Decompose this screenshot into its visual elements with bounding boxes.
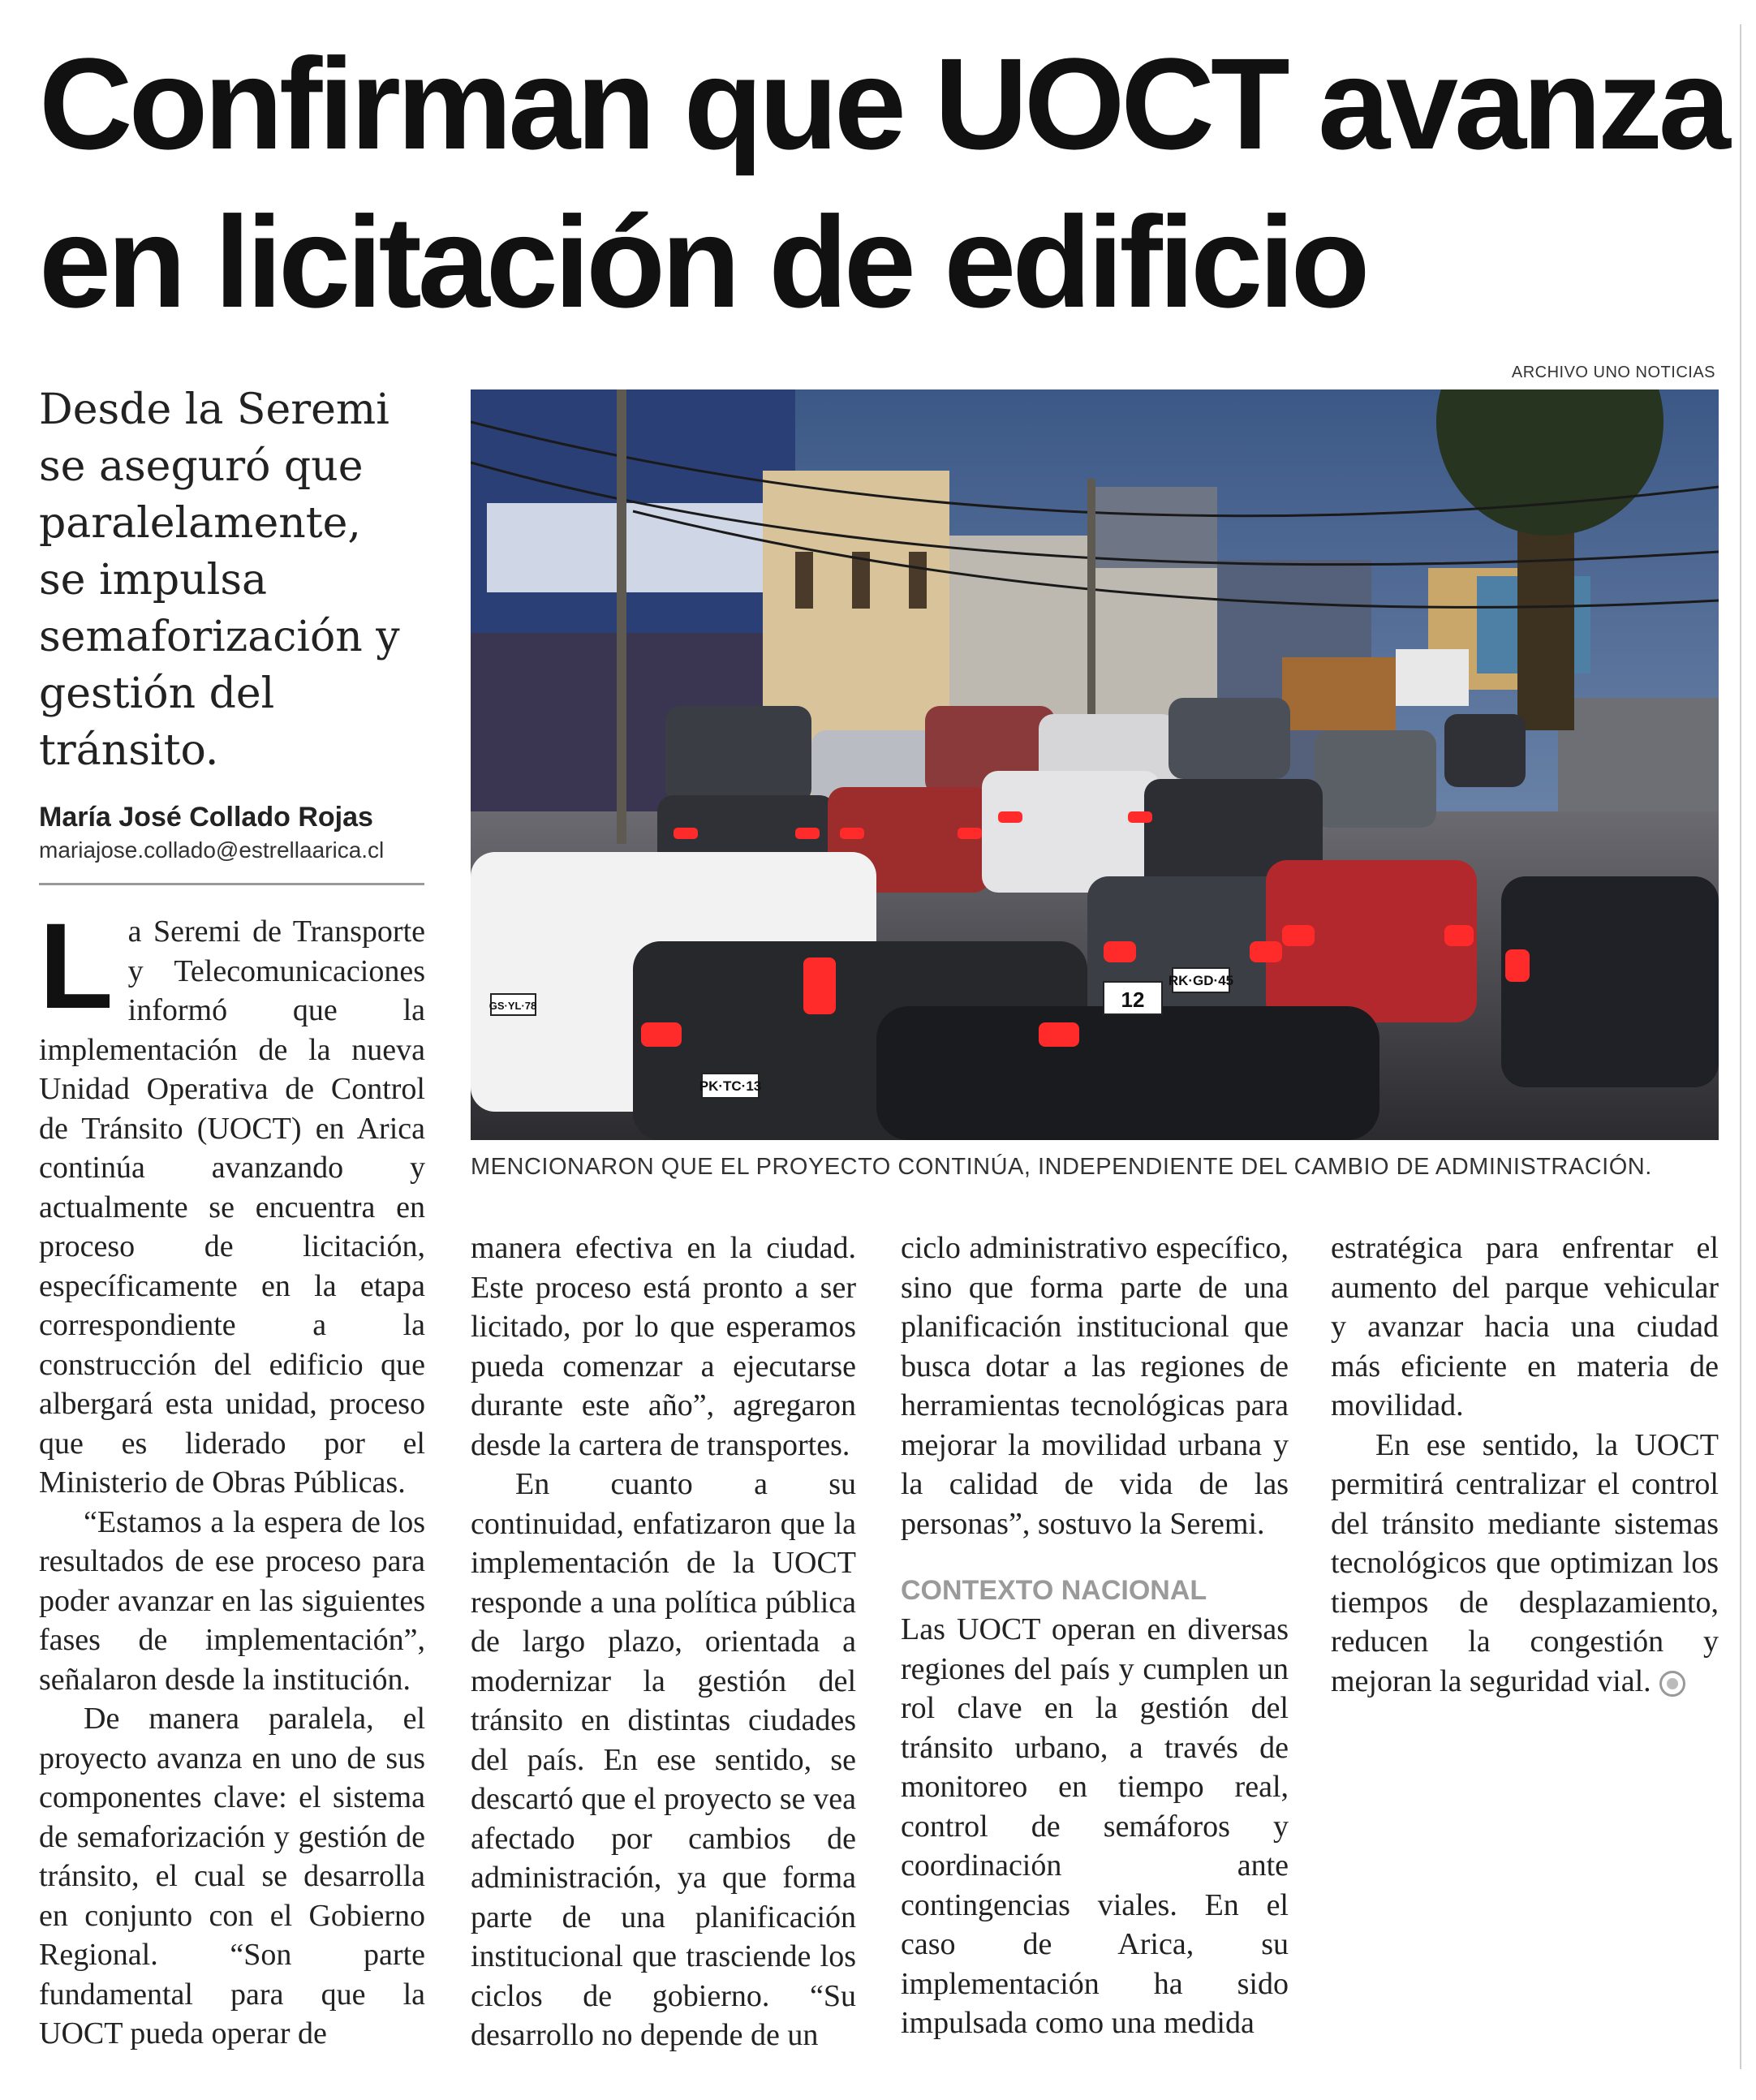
article-column-2 <box>471 1229 856 2055</box>
deck-line: gestión del <box>39 669 275 718</box>
section-subhead: CONTEXTO NACIONAL <box>901 1575 1207 1606</box>
article-paragraph-continued: manera efectiva en la ciudad. Este proceso está pronto a ser licitado, por lo que esperamos pueda comenzar a ejecutarse durante este año”, agregaron desde la cartera de transportes. <box>471 1231 856 1462</box>
article-column-1 <box>39 897 425 2054</box>
headline <box>39 24 1743 341</box>
article-paragraph-continued: ciclo administrativo específico, sino que forma parte de una planificación institucional que busca dotar a las regiones de herramientas tecnológicas para mejorar la movilidad urbana y la calidad de vida de las personas”, sostuvo la Seremi. <box>901 1231 1289 1541</box>
license-plate: PK·TC·13 <box>699 1078 762 1094</box>
article-paragraph: En cuanto a su continuidad, enfatizaron que la implementación de la UOCT responde a una política pública de largo plazo, orientada a modernizar la gestión del tránsito en distintas ciudades del país. En ese sentido, se descartó que el proyecto se vea afectado por cambios de administración, ya que forma parte de una planificación institucional que trasciende los ciclos de gobierno. “Su desarrollo no depende de un <box>471 1467 856 2052</box>
deck-line: Desde la Seremi <box>39 385 390 434</box>
photo-caption: MENCIONARON QUE EL PROYECTO CONTINÚA, INDEPENDIENTE DEL CAMBIO DE ADMINISTRACIÓN. <box>471 1154 1652 1180</box>
byline-email[interactable]: mariajose.collado@estrellaarica.cl <box>39 837 385 863</box>
page-edge <box>1740 24 1741 2069</box>
article-paragraph-continued: estratégica para enfrentar el aumento del parque vehicular y avanzar hacia una ciudad más eficiente en materia de movilidad. <box>1331 1231 1719 1422</box>
headline-line-1: Confirman que UOCT avanza <box>39 31 1727 176</box>
photo-credit: ARCHIVO UNO NOTICIAS <box>1511 364 1715 381</box>
deck <box>39 381 445 779</box>
article-paragraph <box>39 897 425 1503</box>
article-paragraph: De manera paralela, el proyecto avanza en uno de sus componentes clave: el sistema de semaforización y gestión de tránsito, el cual se desarrolla en conjunto con el Gobierno Regional. “Son parte fundamental para que la UOCT pueda operar de <box>39 1702 425 2051</box>
taxi-sign-number: 12 <box>1121 988 1145 1012</box>
end-mark-icon <box>1659 1671 1685 1697</box>
deck-line: se aseguró que <box>39 442 364 491</box>
license-plate: RK·GD·45 <box>1168 973 1234 988</box>
paragraph-text: a Seremi de Transporte y Telecomunicaciones informó que la implementación de la nueva Unidad Operativa de Control de Tránsito (UOCT) en Arica continúa avanzando y actualmente se encuentra en proceso de licitación, específicamente en la etapa correspondiente a la construcción del edificio que albergará esta unidad, proceso que es liderado por el Ministerio de Obras Públicas. <box>39 914 425 1500</box>
byline-author: María José Collado Rojas <box>39 802 373 833</box>
traffic-photo <box>471 389 1719 1140</box>
deck-line: semaforización y <box>39 613 400 661</box>
byline-divider <box>39 883 424 885</box>
deck-line: tránsito. <box>39 726 219 775</box>
license-plate: GS·YL·78 <box>488 1000 537 1012</box>
article-paragraph: Las UOCT operan en diversas regiones del país y cumplen un rol clave en la gestión del tránsito urbano, a través de monitoreo en tiempo real, control de semáforos y coordinación ante contingencias viales. En el caso de Arica, su implementación ha sido impulsada como una medida <box>901 1612 1289 2040</box>
article-paragraph: “Estamos a la espera de los resultados de ese proceso para poder avanzar en las siguientes fases de implementación”, señalaron desde la institución. <box>39 1504 425 1697</box>
article-paragraph <box>1331 1426 1719 1702</box>
deck-line: se impulsa <box>39 556 268 605</box>
paragraph-text: En ese sentido, la UOCT permitirá centralizar el control del tránsito mediante sistemas tecnológicos que optimizan los tiempos de desplazamiento, reducen la congestión y mejoran la seguridad vial. <box>1331 1427 1719 1698</box>
article-column-4 <box>1331 1229 1719 1701</box>
deck-line: paralelamente, <box>39 499 361 548</box>
traffic-photo-illustration <box>471 389 1719 1140</box>
article-column-3 <box>901 1229 1289 2043</box>
headline-line-2: en licitación de edificio <box>39 189 1366 334</box>
drop-cap: L <box>39 897 114 1034</box>
